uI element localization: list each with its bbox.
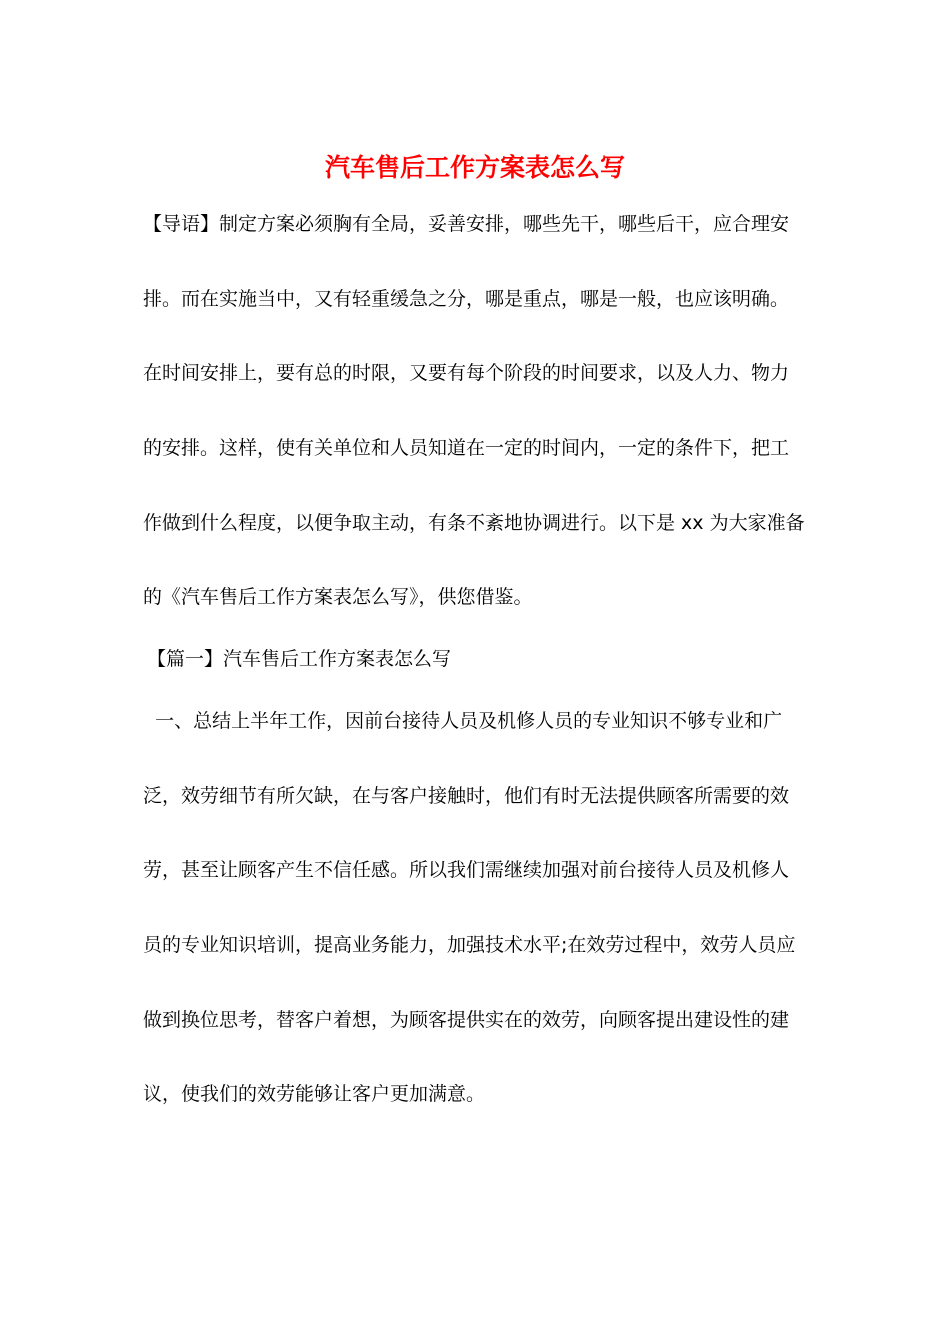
intro-line-5: 作做到什么程度，以便争取主动，有条不紊地协调进行。以下是 xx 为大家准备 [143,512,805,534]
body-line-5: 做到换位思考，替客户着想，为顾客提供实在的效劳，向顾客提出建设性的建 [143,1009,790,1031]
intro-line-4: 的安排。这样，使有关单位和人员知道在一定的时间内，一定的条件下，把工 [143,437,790,459]
intro-line-6: 的《汽车售后工作方案表怎么写》，供您借鉴。 [143,586,533,608]
intro-line-1: 【导语】制定方案必须胸有全局，妥善安排，哪些先干，哪些后干，应合理安 [143,213,790,235]
body-line-1: 一、总结上半年工作，因前台接待人员及机修人员的专业知识不够专业和广 [143,710,783,732]
body-line-4: 员的专业知识培训，提高业务能力，加强技术水平;在效劳过程中，效劳人员应 [143,934,796,956]
intro-line-3: 在时间安排上，要有总的时限，又要有每个阶段的时间要求，以及人力、物力 [143,362,790,384]
body-line-2: 泛，效劳细节有所欠缺，在与客户接触时，他们有时无法提供顾客所需要的效 [143,785,790,807]
body-line-3: 劳，甚至让顾客产生不信任感。所以我们需继续加强对前台接待人员及机修人 [143,859,790,881]
body-line-6: 议，使我们的效劳能够让客户更加满意。 [143,1083,486,1105]
document-title: 汽车售后工作方案表怎么写 [324,153,625,182]
intro-line-2: 排。而在实施当中，又有轻重缓急之分，哪是重点，哪是一般，也应该明确。 [143,288,790,310]
section-heading: 【篇一】汽车售后工作方案表怎么写 [147,648,452,670]
